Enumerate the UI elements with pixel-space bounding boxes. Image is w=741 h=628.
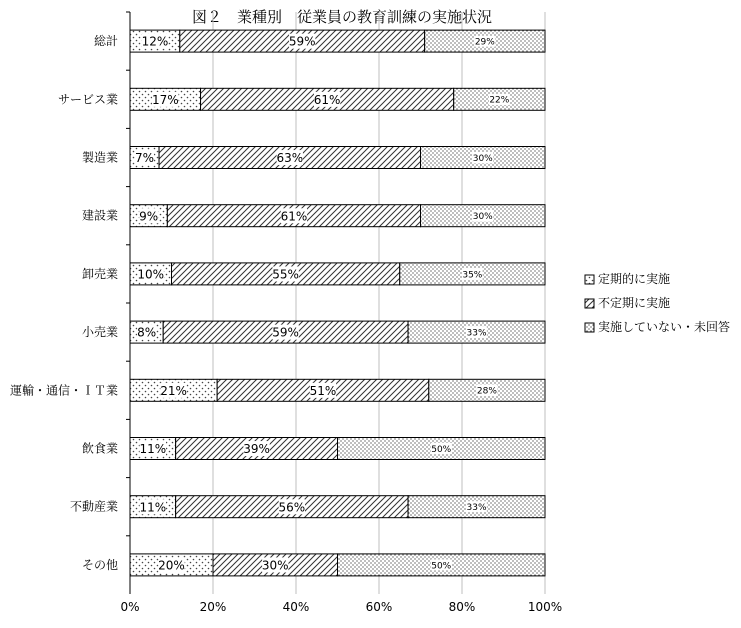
data-label: 63%	[276, 151, 304, 166]
x-tick-label: 60%	[365, 600, 393, 614]
data-label: 9%	[139, 209, 159, 224]
x-tick-label: 0%	[120, 600, 140, 614]
x-tick-label: 100%	[527, 600, 563, 614]
data-label: 12%	[141, 34, 169, 49]
category-label: 不動産業	[69, 499, 118, 514]
legend-swatch	[585, 299, 594, 308]
category-label: 製造業	[81, 150, 118, 165]
x-tick-label: 40%	[282, 600, 310, 614]
data-label: 55%	[272, 267, 299, 282]
data-label: 59%	[288, 34, 316, 49]
legend-label: 実施していない・未回答	[598, 320, 731, 334]
data-label: 50%	[431, 444, 452, 455]
data-label: 59%	[272, 325, 299, 340]
data-label: 17%	[151, 92, 179, 107]
data-label: 11%	[139, 500, 167, 515]
data-label: 22%	[489, 95, 510, 106]
category-label: 総計	[93, 34, 118, 49]
legend-swatch	[585, 275, 594, 284]
category-label: サービス業	[57, 92, 118, 107]
data-label: 30%	[261, 558, 289, 573]
x-tick-label: 20%	[199, 600, 227, 614]
category-label: その他	[81, 557, 118, 572]
data-label: 21%	[160, 383, 187, 398]
data-label: 7%	[135, 151, 155, 166]
category-label: 建設業	[81, 208, 118, 223]
data-label: 61%	[280, 209, 308, 224]
data-label: 51%	[309, 383, 337, 398]
data-label: 29%	[474, 37, 495, 48]
data-label: 30%	[472, 153, 493, 164]
legend-label: 不定期に実施	[598, 296, 671, 310]
data-label: 11%	[139, 442, 167, 457]
x-tick-label: 80%	[448, 600, 476, 614]
category-label: 卸売業	[81, 266, 118, 281]
category-label: 運輸・通信・ＩＴ業	[9, 383, 118, 398]
legend-swatch	[585, 323, 594, 332]
data-label: 10%	[137, 267, 165, 282]
data-label: 30%	[472, 212, 493, 223]
data-label: 33%	[466, 503, 487, 514]
data-label: 33%	[466, 328, 487, 339]
data-label: 50%	[431, 561, 452, 572]
chart-title: 図２ 業種別 従業員の教育訓練の実施状況	[191, 8, 493, 26]
data-label: 61%	[313, 92, 341, 107]
data-label: 35%	[462, 270, 483, 281]
data-label: 8%	[137, 325, 157, 340]
data-label: 56%	[278, 500, 306, 515]
data-label: 39%	[243, 442, 270, 457]
data-label: 20%	[158, 558, 185, 573]
legend	[585, 271, 730, 334]
data-label: 28%	[476, 386, 497, 397]
category-label: 飲食業	[81, 441, 118, 456]
legend-label: 定期的に実施	[598, 272, 671, 286]
category-label: 小売業	[81, 325, 118, 340]
